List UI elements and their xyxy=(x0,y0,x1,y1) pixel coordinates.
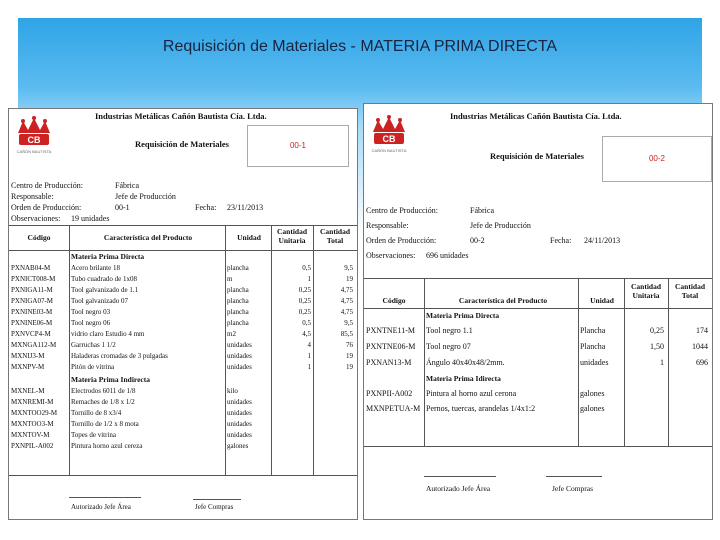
row-unit: unidades xyxy=(227,341,252,349)
row-cant-total: 1044 xyxy=(692,342,708,351)
row-unit: plancha xyxy=(227,319,249,327)
row-unit: kilo xyxy=(227,387,238,395)
company-name: Industrias Metálicas Cañón Bautista Cía. Ltda. xyxy=(95,111,267,121)
field-value: Fábrica xyxy=(470,206,494,215)
row-cant-unit: 0,25 xyxy=(650,326,664,335)
svg-text:CB: CB xyxy=(382,134,396,144)
row-cant-unit: 0,25 xyxy=(298,286,311,294)
signature-line xyxy=(69,497,141,498)
row-desc: Tornillo de 8 x3/4 xyxy=(71,409,122,417)
date-label: Fecha: xyxy=(550,236,572,245)
slide-title: Requisición de Materiales - MATERIA PRIMA DIRECTA xyxy=(162,38,558,55)
signature-line xyxy=(424,476,496,477)
field-label: Orden de Producción: xyxy=(366,236,437,245)
row-code: MXNEL-M xyxy=(11,387,45,395)
company-name: Industrias Metálicas Cañón Bautista Cía. Ltda. xyxy=(450,111,622,121)
row-unit: galones xyxy=(580,404,605,413)
field-label: Observaciones: xyxy=(366,251,416,260)
field-value: 696 unidades xyxy=(426,251,469,260)
row-desc: vidrio claro Estudio 4 mm xyxy=(71,330,145,338)
row-unit: plancha xyxy=(227,264,249,272)
row-code: PXNICT008-M xyxy=(11,275,56,283)
field-label: Responsable: xyxy=(11,192,54,201)
row-desc: Pernos, tuercas, arandelas 1/4x1:2 xyxy=(426,404,536,413)
requisition-document-1 xyxy=(8,108,358,520)
header-cantidad-total: Cantidad Total xyxy=(319,227,350,245)
row-unit: galones xyxy=(227,442,249,450)
header-cantidad-unitaria: Cantidad Unitaria xyxy=(630,282,661,300)
date-value: 23/11/2013 xyxy=(227,203,264,212)
row-cant-total: 696 xyxy=(696,358,708,367)
field-label: Responsable: xyxy=(366,221,409,230)
row-unit: unidades xyxy=(227,409,252,417)
row-unit: galones xyxy=(580,389,605,398)
row-code: PXNIGA11-M xyxy=(11,286,53,294)
row-desc: Tool galvanizado 07 xyxy=(71,297,129,305)
header-caracteristica: Característica del Producto xyxy=(458,296,548,305)
row-desc: Electrodos 6011 de 1/8 xyxy=(71,387,136,395)
row-code: MXNPETUA-M xyxy=(366,404,421,413)
row-desc: Tool negro 06 xyxy=(71,319,111,327)
date-label: Fecha: xyxy=(195,203,217,212)
row-code: PXNAB04-M xyxy=(11,264,51,272)
row-unit: unidades xyxy=(227,431,252,439)
row-unit: m2 xyxy=(227,330,236,338)
row-unit: unidades xyxy=(227,352,252,360)
row-unit: plancha xyxy=(227,308,249,316)
header-cantidad-total: Cantidad Total xyxy=(674,282,705,300)
row-cant-total: 4,75 xyxy=(340,286,353,294)
column-rule xyxy=(424,278,425,446)
requisition-document-2 xyxy=(363,103,713,520)
row-cant-total: 9,5 xyxy=(344,319,353,327)
row-code: PXNVCP4-M xyxy=(11,330,51,338)
header-cantidad-unitaria: Cantidad Unitaria xyxy=(276,227,307,245)
row-cant-total: 19 xyxy=(346,352,353,360)
row-desc: Topes de vitrina xyxy=(71,431,116,439)
requisition-title: Requisición de Materiales xyxy=(135,139,229,149)
column-rule xyxy=(624,278,625,446)
field-value: 19 unidades xyxy=(71,214,110,223)
row-code: PXNTNE06-M xyxy=(366,342,416,351)
row-cant-total: 174 xyxy=(696,326,708,335)
signature-line xyxy=(546,476,602,477)
row-unit: plancha xyxy=(227,297,249,305)
table-rule xyxy=(364,278,712,279)
requisition-number: 00-1 xyxy=(247,125,349,167)
row-cant-unit: 0,25 xyxy=(298,297,311,305)
signature-purchasing: Jefe Compras xyxy=(552,484,594,493)
row-desc: Ángulo 40x40x48/2mm. xyxy=(426,358,505,367)
row-cant-unit: 4,5 xyxy=(302,330,311,338)
section-materia-prima-indirecta: Materia Prima Idirecta xyxy=(426,374,501,383)
signature-authorized: Autorizado Jefe Área xyxy=(426,484,491,493)
row-unit: unidades xyxy=(227,420,252,428)
row-code: PXNINE03-M xyxy=(11,308,53,316)
header-codigo: Código xyxy=(27,233,51,242)
table-rule xyxy=(9,250,357,251)
row-cant-unit: 4 xyxy=(307,341,311,349)
row-cant-total: 19 xyxy=(346,275,353,283)
row-cant-unit: 1 xyxy=(307,363,311,371)
header-codigo: Código xyxy=(382,296,406,305)
field-value: 00-2 xyxy=(470,236,485,245)
row-desc: Tornillo de 1/2 x 8 mota xyxy=(71,420,139,428)
section-materia-prima-directa: Materia Prima Directa xyxy=(71,252,145,261)
crown-logo-icon xyxy=(370,114,408,156)
row-cant-unit: 0,5 xyxy=(302,264,311,272)
date-value: 24/11/2013 xyxy=(584,236,621,245)
table-rule xyxy=(364,446,712,447)
row-desc: Tool galvanizado de 1.1 xyxy=(71,286,139,294)
field-value: 00-1 xyxy=(115,203,130,212)
row-code: PXNINE06-M xyxy=(11,319,53,327)
row-desc: Pintura horno azul cereza xyxy=(71,442,143,450)
signature-purchasing: Jefe Compras xyxy=(195,503,234,511)
signature-line xyxy=(193,499,241,500)
column-rule xyxy=(578,278,579,446)
row-desc: Acero brilante 18 xyxy=(71,264,120,272)
row-cant-unit: 1 xyxy=(307,352,311,360)
row-unit: Plancha xyxy=(580,342,606,351)
row-desc: Tubo cuadrado de 1x08 xyxy=(71,275,138,283)
row-code: MXNTOV-M xyxy=(11,431,50,439)
column-rule xyxy=(271,225,272,475)
svg-text:CB: CB xyxy=(27,135,41,145)
column-rule xyxy=(668,278,669,446)
crown-logo-icon xyxy=(15,115,53,157)
svg-text:CAÑÓN BAUTISTA: CAÑÓN BAUTISTA xyxy=(16,149,52,154)
column-rule xyxy=(225,225,226,475)
row-unit: unidades xyxy=(580,358,609,367)
row-unit: unidades xyxy=(227,398,252,406)
row-desc: Tool negro 07 xyxy=(426,342,471,351)
column-rule xyxy=(69,225,70,475)
requisition-title: Requisición de Materiales xyxy=(490,151,584,161)
row-desc: Remaches de 1/8 x 1/2 xyxy=(71,398,135,406)
header-caracteristica: Característica del Producto xyxy=(103,233,193,242)
row-code: PXNAN13-M xyxy=(366,358,412,367)
field-value: Jefe de Producción xyxy=(115,192,176,201)
row-unit: m xyxy=(227,275,233,283)
field-label: Orden de Producción: xyxy=(11,203,82,212)
row-code: PXNPIL-A002 xyxy=(11,442,54,450)
row-code: MXNREMI-M xyxy=(11,398,54,406)
row-unit: Plancha xyxy=(580,326,606,335)
row-code: MXNTOO3-M xyxy=(11,420,54,428)
section-materia-prima-indirecta: Materia Prima Indirecta xyxy=(71,375,151,384)
field-label: Observaciones: xyxy=(11,214,61,223)
header-unidad: Unidad xyxy=(590,296,614,305)
column-rule xyxy=(313,225,314,475)
row-code: PXNTNE11-M xyxy=(366,326,416,335)
row-cant-total: 19 xyxy=(346,363,353,371)
row-cant-unit: 0,5 xyxy=(302,319,311,327)
row-cant-total: 9,5 xyxy=(344,264,353,272)
row-cant-total: 4,75 xyxy=(340,308,353,316)
row-desc: Garruchas 1 1/2 xyxy=(71,341,116,349)
row-unit: unidades xyxy=(227,363,252,371)
row-code: MXNPV-M xyxy=(11,363,45,371)
row-code: MXNIJ3-M xyxy=(11,352,45,360)
row-code: MXNTOO29-M xyxy=(11,409,58,417)
row-cant-unit: 1,50 xyxy=(650,342,664,351)
row-cant-unit: 1 xyxy=(660,358,664,367)
requisition-number: 00-2 xyxy=(602,136,712,182)
row-desc: Tool negro 1.1 xyxy=(426,326,473,335)
row-cant-total: 76 xyxy=(346,341,353,349)
row-unit: plancha xyxy=(227,286,249,294)
field-value: Jefe de Producción xyxy=(470,221,531,230)
row-code: PXNPII-A002 xyxy=(366,389,413,398)
field-label: Centro de Producción: xyxy=(11,181,83,190)
row-desc: Haladeras cromadas de 3 pulgadas xyxy=(71,352,168,360)
section-materia-prima-directa: Materia Prima Directa xyxy=(426,311,500,320)
row-code: PXNIGA07-M xyxy=(11,297,53,305)
row-cant-unit: 1 xyxy=(307,275,311,283)
row-desc: Pitón de vitrina xyxy=(71,363,115,371)
table-rule xyxy=(9,225,357,226)
table-rule xyxy=(9,475,357,476)
svg-text:CAÑÓN BAUTISTA: CAÑÓN BAUTISTA xyxy=(371,148,407,153)
row-cant-total: 4,75 xyxy=(340,297,353,305)
header-unidad: Unidad xyxy=(237,233,261,242)
row-desc: Pintura al horno azul cerona xyxy=(426,389,517,398)
signature-authorized: Autorizado Jefe Área xyxy=(71,503,131,511)
row-cant-total: 85,5 xyxy=(340,330,353,338)
table-rule xyxy=(364,308,712,309)
field-value: Fábrica xyxy=(115,181,139,190)
field-label: Centro de Producción: xyxy=(366,206,438,215)
row-code: MXNGA112-M xyxy=(11,341,57,349)
row-desc: Tool negro 03 xyxy=(71,308,111,316)
row-cant-unit: 0,25 xyxy=(298,308,311,316)
